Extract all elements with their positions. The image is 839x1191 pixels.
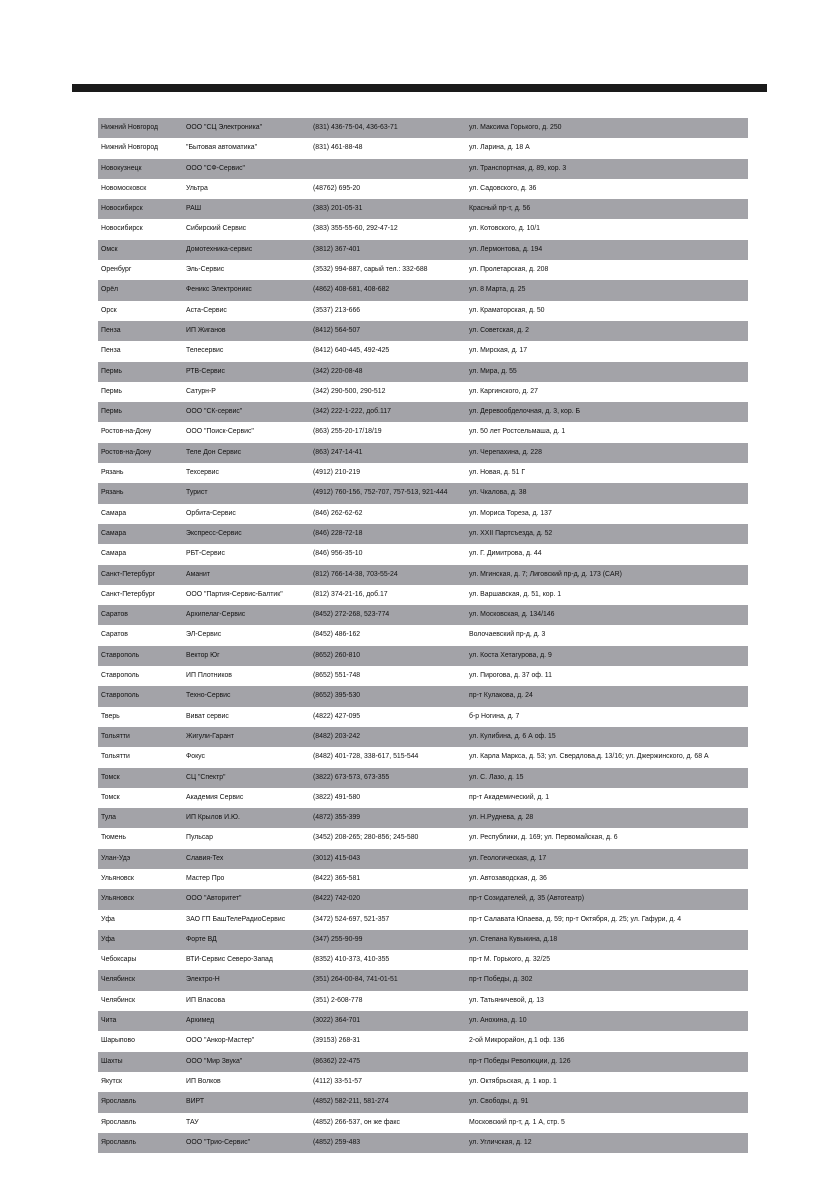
table-row — [98, 159, 748, 179]
company-cell: РТВ-Сервис — [186, 367, 225, 375]
phone-cell: (4912) 210-219 — [313, 469, 361, 477]
company-cell: Феникс Электроникс — [186, 286, 252, 294]
phone-cell: (812) 374-21-16, доб.17 — [313, 590, 388, 598]
city-cell: Тольятти — [101, 753, 130, 761]
phone-cell: (3812) 367-401 — [313, 245, 361, 253]
phone-cell: (3472) 524-697, 521-357 — [313, 915, 390, 923]
phone-cell: (8452) 272-268, 523-774 — [313, 611, 390, 619]
phone-cell: (846) 956-35-10 — [313, 550, 363, 558]
phone-cell: (8352) 410-373, 410-355 — [313, 956, 390, 964]
address-cell: пр-т Победы Революции, д. 126 — [469, 1057, 571, 1065]
city-cell: Новосибирск — [101, 205, 143, 213]
city-cell: Новосибирск — [101, 225, 143, 233]
address-cell: ул. Деревообделочная, д. 3, кор. Б — [469, 408, 580, 416]
city-cell: Ульяновск — [101, 874, 134, 882]
phone-cell: (4112) 33-51-57 — [313, 1077, 362, 1085]
table-row — [98, 260, 748, 280]
company-cell: Экспресс-Сервис — [186, 529, 242, 537]
table-row — [98, 321, 748, 341]
table-row — [98, 1031, 748, 1051]
address-cell: ул. Анохина, д. 10 — [469, 1017, 527, 1025]
company-cell: ВИРТ — [186, 1098, 205, 1106]
city-cell: Самара — [101, 509, 127, 517]
company-cell: Жигули-Гарант — [186, 732, 234, 740]
table-row — [98, 788, 748, 808]
table-row — [98, 768, 748, 788]
table-row — [98, 1092, 748, 1112]
address-cell: ул. Коста Хетагурова, д. 9 — [469, 651, 552, 659]
city-cell: Тольятти — [101, 732, 130, 740]
phone-cell: (351) 264-00-84, 741-01-51 — [313, 976, 398, 984]
address-cell: ул. Свободы, д. 91 — [469, 1098, 529, 1106]
phone-cell: (863) 247-14-41 — [313, 448, 363, 456]
address-cell: б-р Ногина, д. 7 — [469, 712, 520, 720]
city-cell: Пенза — [101, 326, 121, 334]
address-cell: ул. Геологическая, д. 17 — [469, 854, 547, 862]
table-row — [98, 808, 748, 828]
phone-cell: (4852) 259-483 — [313, 1138, 361, 1146]
company-cell: Теле Дон Сервис — [186, 448, 242, 456]
address-cell: ул. Угличская, д. 12 — [469, 1138, 532, 1146]
city-cell: Омск — [101, 245, 118, 253]
table-row — [98, 666, 748, 686]
table-row — [98, 1072, 748, 1092]
city-cell: Тверь — [101, 712, 120, 720]
address-cell: ул. Котовского, д. 10/1 — [469, 225, 540, 233]
table-row — [98, 889, 748, 909]
table-row — [98, 219, 748, 239]
address-cell: ул. Автозаводская, д. 36 — [469, 874, 547, 882]
phone-cell: (351) 2-608-778 — [313, 996, 363, 1004]
table-row — [98, 585, 748, 605]
table-row — [98, 382, 748, 402]
address-cell: Московский пр-т, д. 1 А, стр. 5 — [469, 1118, 565, 1126]
phone-cell: (383) 201-05-31 — [313, 205, 363, 213]
city-cell: Чита — [101, 1017, 117, 1025]
table-row — [98, 625, 748, 645]
company-cell: Электро-Н — [186, 976, 220, 984]
table-row — [98, 179, 748, 199]
table-row — [98, 362, 748, 382]
phone-cell: (4852) 582-211, 581-274 — [313, 1098, 389, 1106]
phone-cell: (831) 461-88-48 — [313, 144, 363, 152]
address-cell: ул. Мирская, д. 17 — [469, 347, 528, 355]
city-cell: Нижний Новгород — [101, 124, 159, 131]
address-cell: ул. Степана Кувыкина, д.18 — [469, 935, 558, 943]
table-row — [98, 118, 748, 138]
service-centers-table — [98, 118, 748, 1153]
phone-cell: (846) 262-62-62 — [313, 509, 363, 517]
table-row — [98, 1011, 748, 1031]
company-cell: ИП Жиганов — [186, 326, 226, 334]
address-cell: ул. Республики, д. 169; ул. Первомайская, д. 6 — [469, 834, 618, 842]
company-cell: РБТ-Сервис — [186, 550, 225, 558]
address-cell: ул. Лермонтова, д. 194 — [469, 245, 543, 253]
table-row — [98, 646, 748, 666]
header-rule — [72, 84, 767, 92]
table-row — [98, 301, 748, 321]
phone-cell: (3822) 491-580 — [313, 793, 361, 801]
city-cell: Тюмень — [101, 834, 126, 842]
city-cell: Пермь — [101, 367, 122, 375]
company-cell: Виват сервис — [186, 712, 229, 720]
table-row — [98, 930, 748, 950]
phone-cell: (3532) 994-887, сарый тел.: 332-688 — [313, 266, 428, 274]
table-row — [98, 950, 748, 970]
company-cell: Ультра — [186, 184, 208, 192]
phone-cell: (39153) 268-31 — [313, 1037, 361, 1045]
company-cell: ИП Волков — [186, 1077, 221, 1085]
city-cell: Шарыпово — [101, 1037, 135, 1045]
table-row — [98, 869, 748, 889]
address-cell: ул. Г. Димитрова, д. 44 — [469, 550, 542, 558]
company-cell: "Бытовая автоматика" — [186, 144, 258, 152]
phone-cell: (8482) 401-728, 338-617, 515-544 — [313, 753, 419, 761]
address-cell: ул. Пирогова, д. 37 оф. 11 — [469, 672, 552, 680]
phone-cell: (8412) 564-507 — [313, 326, 361, 334]
city-cell: Самара — [101, 550, 127, 558]
city-cell: Новокузнецк — [101, 164, 142, 172]
phone-cell: (342) 290-500, 290-512 — [313, 387, 386, 395]
phone-cell: (4872) 355-399 — [313, 814, 361, 822]
phone-cell: (863) 255-20-17/18/19 — [313, 428, 382, 436]
phone-cell: (86362) 22-475 — [313, 1057, 361, 1065]
address-cell: ул. Карла Маркса, д. 53; ул. Свердлова,д. 13/16; ул. Джержинского, д. 68 А — [469, 753, 709, 761]
city-cell: Ставрополь — [101, 672, 140, 680]
company-cell: ВТИ-Сервис Северо-Запад — [186, 956, 273, 964]
company-cell: Форте ВД — [186, 935, 217, 943]
address-cell: ул. Садовского, д. 36 — [469, 184, 537, 192]
company-cell: ООО "СК-сервис" — [186, 408, 243, 416]
phone-cell: (4912) 760-156, 752-707, 757-513, 921-444 — [313, 489, 448, 497]
company-cell: Техно-Сервис — [186, 692, 231, 700]
address-cell: ул. 8 Марта, д. 25 — [469, 286, 526, 294]
city-cell: Нижний Новгород — [101, 144, 159, 152]
table-row — [98, 504, 748, 524]
city-cell: Челябинск — [101, 976, 136, 984]
city-cell: Ярославль — [101, 1098, 137, 1106]
table-row — [98, 727, 748, 747]
table-row — [98, 849, 748, 869]
company-cell: ИП Власова — [186, 996, 226, 1004]
address-cell: ул. Чкалова, д. 38 — [469, 489, 527, 497]
table-row — [98, 463, 748, 483]
phone-cell: (48762) 695-20 — [313, 184, 361, 192]
company-cell: РАШ — [186, 205, 202, 213]
company-cell: ООО "Поиск-Сервис" — [186, 428, 254, 436]
phone-cell: (8652) 260-810 — [313, 651, 361, 659]
phone-cell: (4862) 408-681, 408-682 — [313, 286, 390, 294]
address-cell: ул. Ларина, д. 18 А — [469, 144, 530, 152]
phone-cell: (3452) 208-265; 280-856; 245-580 — [313, 834, 419, 842]
address-cell: ул. Варшавская, д. 51, кор. 1 — [469, 590, 562, 598]
table-row — [98, 1133, 748, 1153]
phone-cell: (8422) 742-020 — [313, 895, 361, 903]
company-cell: Эль-Сервис — [186, 266, 225, 274]
address-cell: ул. Каргинского, д. 27 — [469, 387, 538, 395]
city-cell: Тула — [101, 814, 116, 822]
city-cell: Чебоксары — [101, 956, 137, 964]
city-cell: Санкт-Петербург — [101, 590, 156, 598]
table-row — [98, 991, 748, 1011]
city-cell: Орск — [101, 306, 117, 314]
company-cell: ООО "СФ-Сервис" — [186, 164, 245, 172]
company-cell: ООО "Авторитет" — [186, 895, 242, 903]
company-cell: Аста-Сервис — [186, 306, 227, 314]
address-cell: ул. Максима Горького, д. 250 — [469, 124, 562, 131]
city-cell: Ставрополь — [101, 651, 140, 659]
phone-cell: (8652) 551-748 — [313, 672, 361, 680]
city-cell: Самара — [101, 529, 127, 537]
table-row — [98, 240, 748, 260]
address-cell: ул. 50 лет Ростсельмаша, д. 1 — [469, 428, 566, 436]
company-cell: ЭЛ-Сервис — [186, 631, 222, 639]
phone-cell: (383) 355-55-60, 292-47-12 — [313, 225, 398, 233]
address-cell: Волочаевский пр-д, д. 3 — [469, 631, 546, 639]
city-cell: Рязань — [101, 489, 124, 497]
phone-cell: (846) 228-72-18 — [313, 529, 363, 537]
address-cell: пр-т Созидателей, д. 35 (Автотеатр) — [469, 895, 585, 903]
city-cell: Оренбург — [101, 266, 132, 274]
address-cell: ул. Черепахина, д. 228 — [469, 448, 542, 456]
phone-cell: (4852) 266-537, он же факс — [313, 1118, 400, 1126]
company-cell: Аманит — [186, 570, 210, 578]
phone-cell: (342) 220-08-48 — [313, 367, 363, 375]
company-cell: ООО "Анкор-Мастер" — [186, 1037, 255, 1045]
company-cell: ЗАО ГП БашТелеРадиоСервис — [186, 915, 286, 923]
address-cell: пр-т Академический, д. 1 — [469, 793, 550, 801]
company-cell: ООО "Партия-Сервис-Балтик" — [186, 590, 283, 598]
address-cell: ул. Московская, д. 134/146 — [469, 611, 555, 619]
city-cell: Пермь — [101, 408, 122, 416]
city-cell: Пенза — [101, 347, 121, 355]
table-row — [98, 707, 748, 727]
table-row — [98, 605, 748, 625]
company-cell: Пульсар — [186, 834, 213, 842]
table-row — [98, 524, 748, 544]
table-row — [98, 1113, 748, 1133]
company-cell: Сатурн-Р — [186, 387, 216, 395]
company-cell: Славия-Тех — [186, 854, 224, 862]
address-cell: ул. Мира, д. 55 — [469, 367, 517, 375]
address-cell: пр-т Кулакова, д. 24 — [469, 692, 533, 700]
company-cell: Сибирский Сервис — [186, 225, 247, 233]
table-row — [98, 686, 748, 706]
company-cell: ТАУ — [186, 1118, 199, 1126]
table-row — [98, 199, 748, 219]
address-cell: пр-т М. Горького, д. 32/25 — [469, 956, 551, 964]
table-row — [98, 970, 748, 990]
company-cell: Орбита-Сервис — [186, 509, 236, 517]
city-cell: Якутск — [101, 1077, 123, 1085]
table-row — [98, 910, 748, 930]
table-row — [98, 544, 748, 564]
phone-cell: (4822) 427-095 — [313, 712, 361, 720]
table-row — [98, 747, 748, 767]
address-cell: Красный пр-т, д. 56 — [469, 205, 531, 213]
company-cell: Фокус — [186, 753, 205, 761]
table-row — [98, 138, 748, 158]
phone-cell: (3537) 213-666 — [313, 306, 361, 314]
table-row — [98, 280, 748, 300]
address-cell: ул. Мориса Тореза, д. 137 — [469, 509, 552, 517]
phone-cell: (812) 766-14-38, 703-55-24 — [313, 570, 398, 578]
company-cell: Техсервис — [186, 469, 219, 477]
phone-cell: (8452) 486-162 — [313, 631, 361, 639]
city-cell: Уфа — [101, 935, 115, 943]
company-cell: Турист — [186, 489, 208, 497]
city-cell: Ярославль — [101, 1118, 137, 1126]
company-cell: Архипелаг-Сервис — [186, 611, 246, 619]
table-row — [98, 402, 748, 422]
city-cell: Санкт-Петербург — [101, 570, 156, 578]
address-cell: ул. Татьяничевой, д. 13 — [469, 996, 544, 1004]
address-cell: пр-т Салавата Юлаева, д. 59; пр-т Октября, д. 25; ул. Гафури, д. 4 — [469, 915, 682, 923]
table-row — [98, 483, 748, 503]
city-cell: Саратов — [101, 611, 128, 619]
address-cell: ул. Кулибина, д. 6 А оф. 15 — [469, 732, 556, 740]
table-row — [98, 443, 748, 463]
company-cell: Архимед — [186, 1017, 215, 1025]
company-cell: Мастер Про — [186, 874, 225, 882]
address-cell: ул. Н.Руднева, д. 28 — [469, 814, 534, 822]
company-cell: ИП Плотников — [186, 672, 232, 680]
city-cell: Шахты — [101, 1057, 123, 1065]
city-cell: Саратов — [101, 631, 128, 639]
table-row — [98, 1052, 748, 1072]
table-row — [98, 565, 748, 585]
city-cell: Новомосковск — [101, 184, 147, 192]
city-cell: Пермь — [101, 387, 122, 395]
city-cell: Рязань — [101, 469, 124, 477]
address-cell: пр-т Победы, д. 302 — [469, 976, 533, 984]
address-cell: ул. Октябрьская, д. 1 кор. 1 — [469, 1077, 557, 1085]
phone-cell: (3012) 415-043 — [313, 854, 361, 862]
company-cell: Телесервис — [186, 347, 224, 355]
phone-cell: (831) 436-75-04, 436-63-71 — [313, 124, 398, 131]
address-cell: ул. Советская, д. 2 — [469, 326, 529, 334]
city-cell: Улан-Удэ — [101, 854, 131, 862]
company-cell: ООО "СЦ Электроника" — [186, 124, 263, 131]
address-cell: ул. Пролетарская, д. 208 — [469, 266, 549, 274]
city-cell: Ульяновск — [101, 895, 134, 903]
city-cell: Томск — [101, 793, 120, 801]
table-row — [98, 341, 748, 361]
company-cell: Академия Сервис — [186, 793, 244, 801]
city-cell: Ставрополь — [101, 692, 140, 700]
address-cell: ул. Краматорская, д. 50 — [469, 306, 545, 314]
phone-cell: (342) 222-1-222, доб.117 — [313, 408, 391, 416]
city-cell: Ростов-на-Дону — [101, 428, 152, 436]
phone-cell: (8412) 640-445, 492-425 — [313, 347, 390, 355]
company-cell: СЦ "Спектр" — [186, 773, 226, 781]
phone-cell: (347) 255-90-99 — [313, 935, 363, 943]
city-cell: Уфа — [101, 915, 115, 923]
address-cell: 2-ой Микрорайон, д.1 оф. 136 — [469, 1037, 565, 1045]
company-cell: ООО "Мир Звука" — [186, 1057, 243, 1065]
city-cell: Ростов-на-Дону — [101, 448, 152, 456]
phone-cell: (8482) 203-242 — [313, 732, 361, 740]
table-row — [98, 422, 748, 442]
address-cell: ул. Новая, д. 51 Г — [469, 469, 526, 477]
address-cell: ул. С. Лазо, д. 15 — [469, 773, 524, 781]
phone-cell: (3822) 673-573, 673-355 — [313, 773, 390, 781]
address-cell: ул. Транспортная, д. 89, кор. 3 — [469, 164, 567, 172]
phone-cell: (8652) 395-530 — [313, 692, 361, 700]
company-cell: ИП Крылов И.Ю. — [186, 814, 240, 822]
city-cell: Челябинск — [101, 996, 136, 1004]
city-cell: Ярославль — [101, 1138, 137, 1146]
company-cell: Домотехника-сервис — [186, 245, 253, 253]
table-row — [98, 828, 748, 848]
company-cell: Вектор Юг — [186, 651, 220, 659]
phone-cell: (3022) 364-701 — [313, 1017, 361, 1025]
phone-cell: (8422) 365-581 — [313, 874, 361, 882]
company-cell: ООО "Трио-Сервис" — [186, 1138, 251, 1146]
address-cell: ул. Мгинская, д. 7; Лиговский пр-д, д. 173 (CAR) — [469, 570, 622, 578]
address-cell: ул. XXII Партсъезда, д. 52 — [469, 529, 553, 537]
city-cell: Орёл — [101, 286, 119, 294]
city-cell: Томск — [101, 773, 120, 781]
